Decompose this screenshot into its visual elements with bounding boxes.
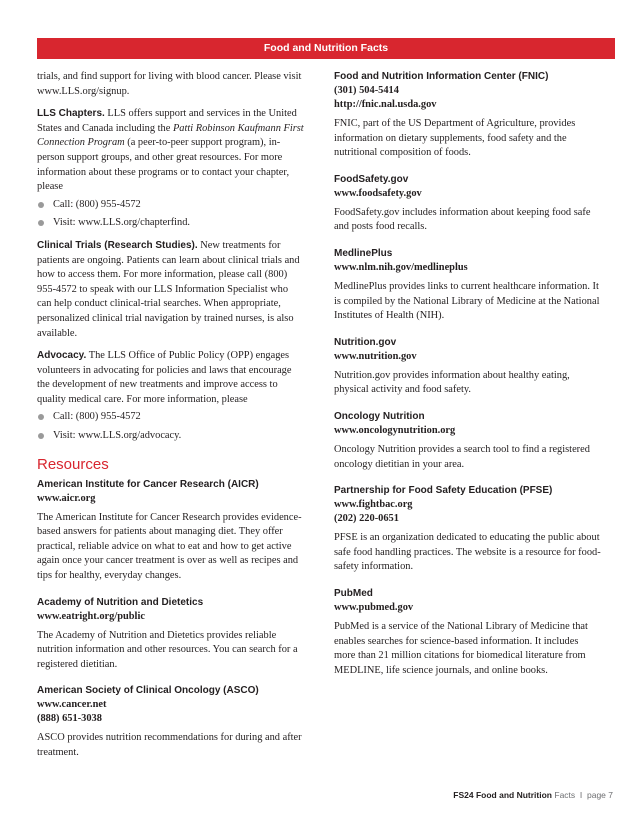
header-title: Food and Nutrition Facts	[263, 42, 389, 54]
resource-entry	[334, 70, 602, 161]
resource-name: PubMed	[334, 587, 373, 599]
resource-name: Oncology Nutrition	[334, 410, 425, 422]
resource-url[interactable]: www.pubmed.gov	[334, 601, 414, 613]
resource-desc: MedlinePlus provides links to current healthcare information. It is compiled by the National Library of Medicine at the National Institutes of Health (NIH).	[334, 280, 600, 322]
resource-url[interactable]: www.foodsafety.gov	[334, 187, 422, 199]
list-item: Call: (800) 955-4572	[37, 198, 305, 213]
trials-paragraph	[37, 239, 305, 341]
list-item[interactable]: Visit: www.LLS.org/advocacy.	[37, 429, 305, 444]
resource-desc: The American Institute for Cancer Research provides evidence-based answers for patients about managing diet. They offer practical, reliable advice on what to eat and how to get active again once your cancer treatment is over as well as recipes and tips for healthy, everyday changes.	[37, 511, 302, 582]
resource-desc: Oncology Nutrition provides a search tool to find a registered oncology dietitian in your area.	[334, 443, 590, 470]
resources-heading: Resources	[37, 455, 109, 473]
resource-phone: (301) 504-5414	[334, 85, 399, 96]
resource-name: American Society of Clinical Oncology (ASCO)	[37, 685, 259, 697]
resource-url[interactable]: www.cancer.net	[37, 699, 107, 711]
resource-entry	[334, 484, 602, 575]
chapters-text2: (a peer-to-peer support program), in-person support groups, and other great resources. For more information about these programs or to contact your chapter, please	[37, 137, 290, 193]
resource-url[interactable]: http://fnic.nal.usda.gov	[334, 99, 437, 110]
resource-name: American Institute for Cancer Research (AICR)	[37, 478, 259, 490]
footer-label: Facts	[554, 790, 576, 800]
bullet-icon	[38, 202, 44, 208]
trials-title: Clinical Trials (Research Studies).	[37, 239, 198, 251]
footer-separator: I	[579, 790, 583, 800]
resource-name: FoodSafety.gov	[334, 173, 409, 185]
resource-phone: (888) 651-3038	[37, 713, 102, 725]
bullet-icon	[38, 414, 44, 420]
resource-url[interactable]: www.eatright.org/public	[37, 610, 145, 622]
chapters-text1: LLS offers support and services in the United States and Canada including the	[37, 108, 297, 134]
resource-entry	[334, 587, 602, 678]
bullet-icon	[38, 433, 44, 439]
trials-text: New treatments for patients are ongoing. Patients can learn about clinical trials and how to access them. For more information, please call (800) 955-4572 to speak with our LLS Information Specialist who can help conduct clinical-trial searches. When appropriate, personalized clinical trial navigation by trained nurses, is also available.	[37, 239, 300, 339]
resource-url[interactable]: www.oncologynutrition.org	[334, 424, 456, 436]
chapters-paragraph	[37, 107, 305, 195]
bullet-icon	[38, 220, 44, 226]
advocacy-title: Advocacy.	[37, 350, 87, 362]
right-column	[334, 70, 602, 678]
resource-entry	[334, 247, 602, 324]
resource-url[interactable]: www.nutrition.gov	[334, 350, 417, 362]
resource-desc: ASCO provides nutrition recommendations for during and after treatment.	[37, 732, 302, 758]
advocacy-paragraph	[37, 349, 305, 407]
resource-entry	[334, 336, 602, 398]
resource-desc: PFSE is an organization dedicated to educating the public about safe food handling practices. The website is a resource for food-safety information.	[334, 532, 601, 573]
resource-entry	[334, 410, 602, 472]
left-column	[37, 70, 305, 761]
resource-desc: The Academy of Nutrition and Dietetics provides reliable nutrition information and other resources. You can search for a registered dietitian.	[37, 629, 298, 670]
resource-name: Partnership for Food Safety Education (PFSE)	[334, 485, 553, 497]
resources-list-left	[37, 478, 305, 761]
resource-entry	[37, 596, 305, 673]
resource-name: Food and Nutrition Information Center (FNIC)	[334, 71, 549, 82]
list-item[interactable]: Visit: www.LLS.org/chapterfind.	[37, 216, 305, 231]
footer-code: FS24 Food and Nutrition	[453, 790, 552, 800]
resource-entry	[334, 173, 602, 235]
resource-name: Academy of Nutrition and Dietetics	[37, 596, 204, 608]
advocacy-text: The LLS Office of Public Policy (OPP) engages volunteers in advocating for policies and laws that encourage the development of new treatments and improve access to quality medical care. For more information, please	[37, 350, 292, 405]
resource-desc: PubMed is a service of the National Library of Medicine that enables searches for science-based information. It includes more than 21 million citations for biomedical literature from MEDLINE, life science journals, and online books.	[334, 620, 588, 676]
resource-desc: FoodSafety.gov includes information about keeping food safe and posts food recalls.	[334, 206, 591, 233]
resource-url[interactable]: www.aicr.org	[37, 492, 96, 504]
resource-entry	[37, 478, 305, 584]
advocacy-bullets	[37, 410, 305, 443]
chapters-title: LLS Chapters.	[37, 108, 105, 120]
resource-entry	[37, 684, 305, 760]
list-item: Call: (800) 955-4572	[37, 410, 305, 425]
chapters-bullets	[37, 198, 305, 231]
resource-desc: Nutrition.gov provides information about healthy eating, physical activity and food safety.	[334, 369, 570, 396]
intro-text: trials, and find support for living with blood cancer. Please visit www.LLS.org/signup.	[37, 71, 302, 97]
header-bar	[37, 38, 615, 59]
page-footer	[453, 790, 613, 800]
resource-url[interactable]: www.nlm.nih.gov/medlineplus	[334, 261, 468, 273]
chapters-program: Patti Robinson Kaufmann First Connection Program	[37, 122, 304, 149]
page-number: page 7	[587, 790, 613, 800]
resource-name: MedlinePlus	[334, 247, 393, 259]
resource-phone: (202) 220-0651	[334, 513, 399, 525]
resource-desc: FNIC, part of the US Department of Agriculture, provides information on dietary supplements, food safety and the nutritional composition of foods.	[334, 118, 576, 159]
resource-name: Nutrition.gov	[334, 336, 397, 348]
resource-url[interactable]: www.fightbac.org	[334, 499, 413, 511]
